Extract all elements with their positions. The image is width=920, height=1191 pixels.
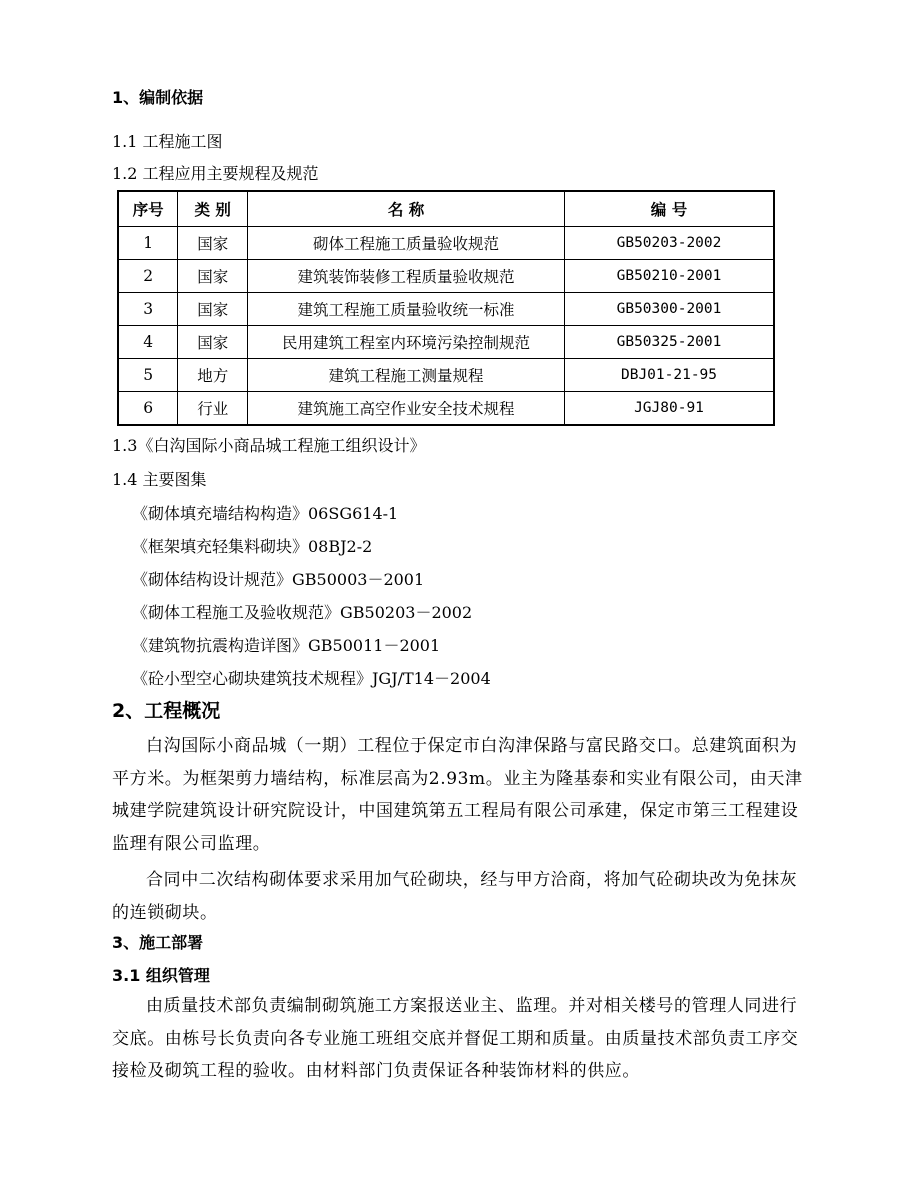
org-management-paragraph: 由质量技术部负责编制砌筑施工方案报送业主、监理。并对相关楼号的管理人同进行交底。由栋号长负责向各专业施工班组交底并督促工期和质量。由质量技术部负责工序交接检及砌筑工程的验收。由材料部门负责保证各种装饰材料的供应。 (112, 996, 799, 1081)
cell-index: 2 (118, 260, 178, 293)
cell-category: 国家 (178, 293, 248, 326)
cell-index: 6 (118, 392, 178, 426)
header-code: 编 号 (565, 191, 775, 227)
section-1-4: 1.4 主要图集 (112, 470, 207, 489)
atlas-item: 《砼小型空心砌块建筑技术规程》JGJ/T14－2004 (132, 669, 491, 688)
section-3-title: 3、施工部署 (112, 933, 204, 952)
standards-table (117, 190, 775, 426)
cell-code: GB50325-2001 (565, 326, 775, 359)
cell-code: DBJ01-21-95 (565, 359, 775, 392)
section-1-3: 1.3《白沟国际小商品城工程施工组织设计》 (112, 436, 426, 455)
cell-name: 砌体工程施工质量验收规范 (248, 227, 565, 260)
table-row (118, 227, 774, 260)
table-row (118, 293, 774, 326)
table-row (118, 326, 774, 359)
atlas-item: 《建筑物抗震构造详图》GB50011－2001 (132, 636, 441, 655)
atlas-item: 《框架填充轻集料砌块》08BJ2-2 (132, 537, 373, 556)
cell-category: 行业 (178, 392, 248, 426)
atlas-item: 《砌体结构设计规范》GB50003－2001 (132, 570, 425, 589)
cell-category: 地方 (178, 359, 248, 392)
cell-category: 国家 (178, 227, 248, 260)
cell-category: 国家 (178, 260, 248, 293)
section-1-1: 1.1 工程施工图 (112, 132, 223, 151)
cell-name: 建筑工程施工质量验收统一标准 (248, 293, 565, 326)
cell-index: 1 (118, 227, 178, 260)
section-3-1: 3.1 组织管理 (112, 966, 210, 985)
cell-index: 4 (118, 326, 178, 359)
cell-name: 建筑装饰装修工程质量验收规范 (248, 260, 565, 293)
cell-category: 国家 (178, 326, 248, 359)
table-header-row (118, 191, 774, 227)
table-row (118, 359, 774, 392)
cell-name: 建筑施工高空作业安全技术规程 (248, 392, 565, 426)
cell-index: 3 (118, 293, 178, 326)
section-1-title: 1、编制依据 (112, 88, 204, 107)
table-row (118, 260, 774, 293)
cell-code: JGJ80-91 (565, 392, 775, 426)
atlas-item: 《砌体填充墙结构构造》06SG614-1 (132, 504, 399, 523)
overview-paragraph-1: 白沟国际小商品城（一期）工程位于保定市白沟津保路与富民路交口。总建筑面积为平方米。为框架剪力墙结构，标准层高为2.93m。业主为隆基泰和实业有限公司，由天津城建学院建筑设计研究院设计，中国建筑第五工程局有限公司承建，保定市第三工程建设监理有限公司监理。 (112, 736, 803, 854)
cell-code: GB50300-2001 (565, 293, 775, 326)
section-1-2: 1.2 工程应用主要规程及规范 (112, 164, 319, 183)
cell-code: GB50203-2002 (565, 227, 775, 260)
header-name: 名 称 (248, 191, 565, 227)
cell-index: 5 (118, 359, 178, 392)
section-2-title: 2、工程概况 (112, 700, 221, 722)
cell-name: 建筑工程施工测量规程 (248, 359, 565, 392)
header-category: 类 别 (178, 191, 248, 227)
overview-paragraph-2: 合同中二次结构砌体要求采用加气砼砌块，经与甲方洽商，将加气砼砌块改为免抹灰的连锁砌块。 (112, 870, 798, 923)
cell-code: GB50210-2001 (565, 260, 775, 293)
header-index: 序号 (118, 191, 178, 227)
cell-name: 民用建筑工程室内环境污染控制规范 (248, 326, 565, 359)
table-row (118, 392, 774, 426)
atlas-item: 《砌体工程施工及验收规范》GB50203－2002 (132, 603, 473, 622)
